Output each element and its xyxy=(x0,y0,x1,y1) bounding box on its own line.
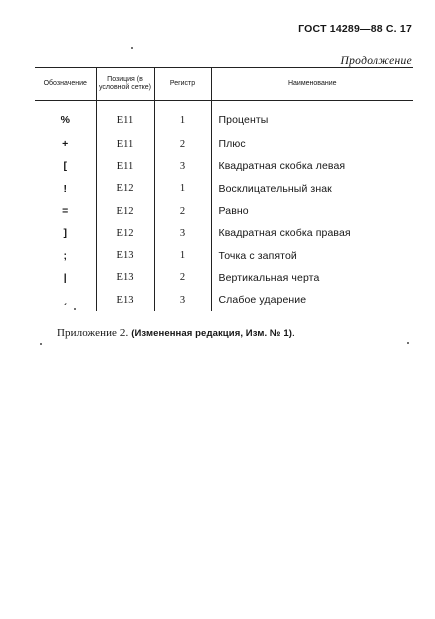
register-cell: 1 xyxy=(154,101,211,134)
footnote-amendment: (Измененная редакция, Изм. № 1) xyxy=(131,328,293,339)
register-cell: 2 xyxy=(154,133,211,155)
table-row xyxy=(35,178,413,200)
register-cell: 3 xyxy=(154,222,211,244)
footnote-suffix: . xyxy=(292,327,295,339)
stray-dot xyxy=(407,342,409,344)
symbol-cell: + xyxy=(62,138,69,151)
name-cell: Плюс xyxy=(211,133,413,155)
register-cell: 3 xyxy=(154,289,211,311)
table-header-row xyxy=(35,68,413,101)
name-cell: Вертикальная черта xyxy=(211,267,413,289)
symbol-cell: ! xyxy=(63,182,67,195)
table-row xyxy=(35,222,413,244)
table-row xyxy=(35,101,413,134)
position-cell: E13 xyxy=(96,289,154,311)
table-row xyxy=(35,200,413,222)
symbol-cell: [ xyxy=(63,160,67,173)
position-cell: E13 xyxy=(96,244,154,266)
column-header-position: Позиция (в условной сетке) xyxy=(96,68,154,101)
name-cell: Квадратная скобка левая xyxy=(211,155,413,177)
symbol-cell: ] xyxy=(63,227,67,240)
symbol-cell: = xyxy=(62,205,69,218)
position-cell: E11 xyxy=(96,101,154,134)
table-row xyxy=(35,133,413,155)
symbol-cell: ; xyxy=(63,249,67,262)
name-cell: Восклицательный знак xyxy=(211,178,413,200)
characters-table xyxy=(35,67,413,311)
column-header-register: Регистр xyxy=(154,68,211,101)
symbol-cell: | xyxy=(63,271,67,284)
symbol-cell: % xyxy=(60,114,70,126)
column-header-symbol: Обозначение xyxy=(35,68,96,101)
continuation-label: Продолжение xyxy=(340,55,412,67)
position-cell: E12 xyxy=(96,222,154,244)
register-cell: 2 xyxy=(154,200,211,222)
column-header-name: Наименование xyxy=(211,68,413,101)
table-row xyxy=(35,289,413,311)
register-cell: 1 xyxy=(154,244,211,266)
name-cell: Квадратная скобка правая xyxy=(211,222,413,244)
symbol-cell: ˏ xyxy=(63,294,67,307)
position-cell: E13 xyxy=(96,267,154,289)
table-row xyxy=(35,267,413,289)
position-cell: E11 xyxy=(96,155,154,177)
stray-dot xyxy=(131,47,133,49)
name-cell: Слабое ударение xyxy=(211,289,413,311)
register-cell: 2 xyxy=(154,267,211,289)
document-title: ГОСТ 14289—88 С. 17 xyxy=(298,23,412,35)
table-row xyxy=(35,244,413,266)
footnote xyxy=(57,327,295,339)
name-cell: Проценты xyxy=(211,101,413,134)
stray-dot xyxy=(74,308,76,310)
register-cell: 3 xyxy=(154,155,211,177)
position-cell: E11 xyxy=(96,133,154,155)
position-cell: E12 xyxy=(96,200,154,222)
footnote-prefix: Приложение 2. xyxy=(57,327,132,339)
position-cell: E12 xyxy=(96,178,154,200)
table-row xyxy=(35,155,413,177)
name-cell: Точка с запятой xyxy=(211,244,413,266)
stray-dot xyxy=(40,343,42,345)
register-cell: 1 xyxy=(154,178,211,200)
name-cell: Равно xyxy=(211,200,413,222)
